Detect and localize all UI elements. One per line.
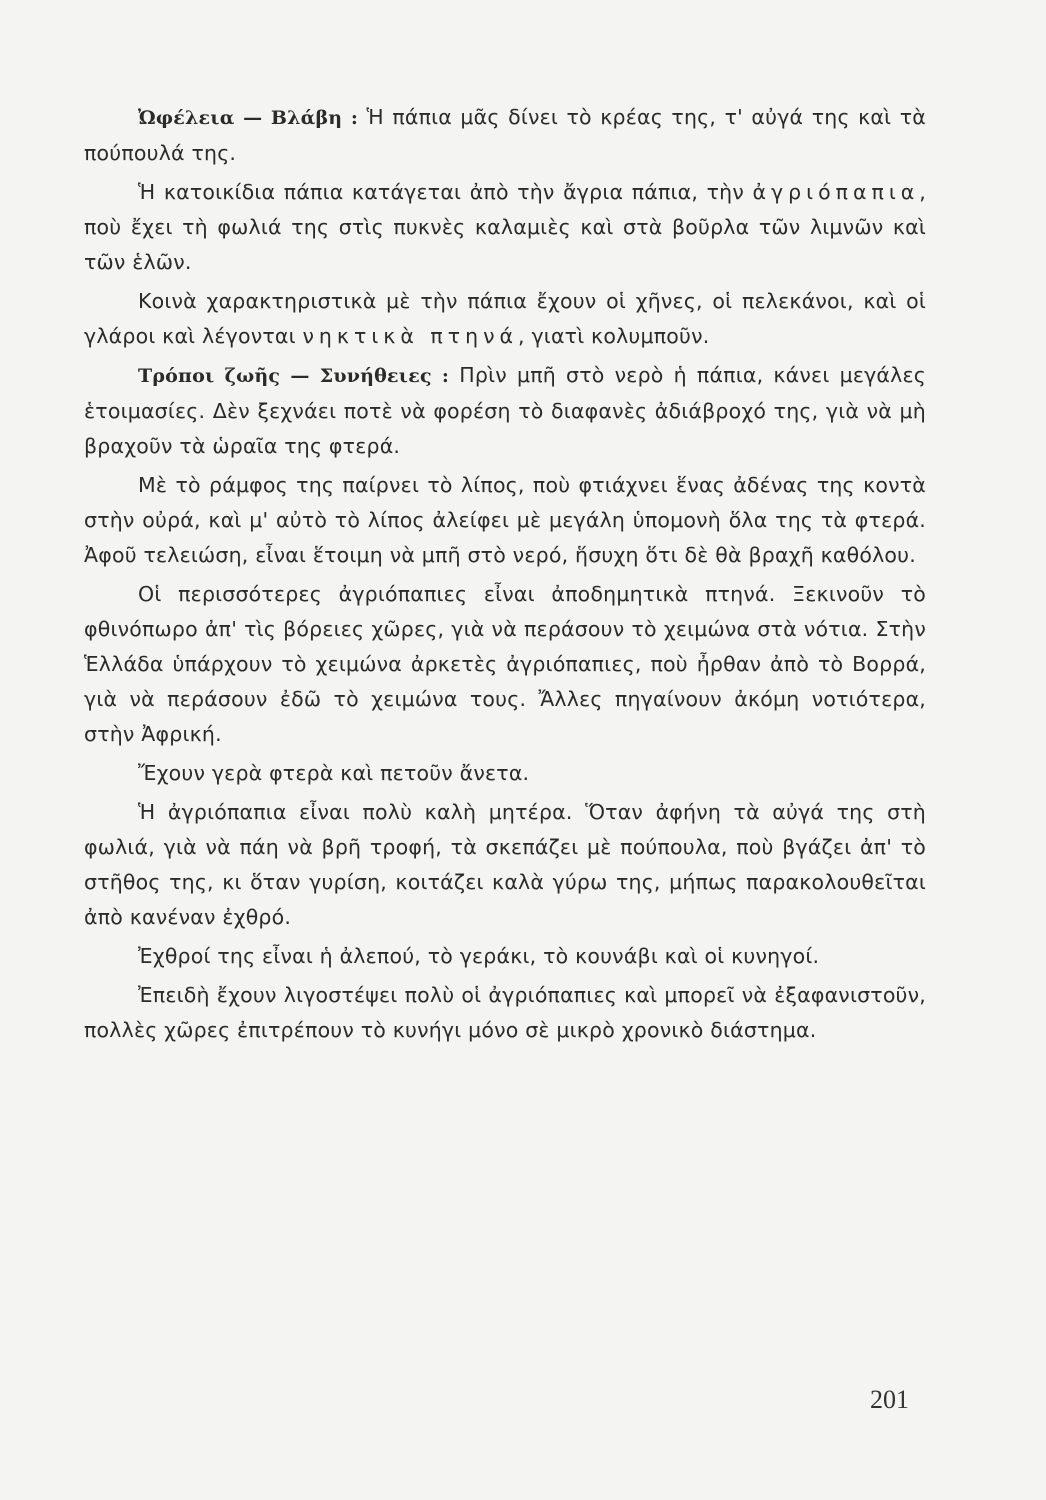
- paragraph-benefit-harm: [84, 100, 926, 171]
- paragraph-wild-duck: [84, 175, 926, 280]
- page-number: 201: [870, 1385, 909, 1414]
- paragraph-migration: Οἱ περισσότερες ἀγριόπαπιες εἶναι ἀποδημητικὰ πτηνά. Ξεκινοῦν τὸ φθινόπωρο ἀπ' τὶς βόρειες χῶρες, γιὰ νὰ περάσουν τὸ χειμώνα στὰ νότια. Στὴν Ἑλλάδα ὑπάρχουν τὸ χειμώνα ἀρκετὲς ἀγριόπαπιες, ποὺ ἦρθαν ἀπὸ τὸ Βορρά, γιὰ νὰ περάσουν ἐδῶ τὸ χειμώνα τους. Ἄλλες πηγαίνουν ἀκόμη νοτιότερα, στὴν Ἀφρική.: [84, 582, 926, 746]
- paragraph-text: Ἡ πάπια μᾶς δίνει τὸ κρέας της, τ' αὐγά της καὶ τὰ πούπουλά της.: [84, 105, 926, 165]
- paragraph-text: , γιατὶ κολυμποῦν.: [518, 324, 710, 348]
- section-heading-way-of-life: Τρόποι ζωῆς — Συνήθειες :: [138, 365, 450, 387]
- paragraph-text: Ἡ κατοικίδια πάπια κατάγεται ἀπὸ τὴν ἄγρια πάπια, τὴν: [138, 180, 753, 204]
- paragraph-hunting: Ἐπειδὴ ἔχουν λιγοστέψει πολὺ οἱ ἀγριόπαπιες καὶ μπορεῖ νὰ ἐξαφανιστοῦν, πολλὲς χῶρες ἐπιτρέπουν τὸ κυνήγι μόνο σὲ μικρὸ χρονικὸ διάστημα.: [84, 983, 926, 1042]
- spaced-term: ἀγριόπαπια: [752, 180, 920, 204]
- paragraph-wings: Ἔχουν γερὰ φτερὰ καὶ πετοῦν ἄνετα.: [138, 761, 530, 785]
- paragraph-text: Πρὶν μπῆ στὸ νερὸ ἡ πάπια, κάνει μεγάλες ἑτοιμασίες. Δὲν ξεχνάει ποτὲ νὰ φορέση τὸ διαφανὲς ἀδιάβροχό της, γιὰ νὰ μὴ βραχοῦν τὰ ὡραῖα της φτερά.: [84, 363, 926, 458]
- paragraph-text: , ποὺ ἔχει τὴ φωλιά της στὶς πυκνὲς καλαμιὲς καὶ στὰ βοῦρλα τῶν λιμνῶν καὶ τῶν ἑλῶν.: [84, 180, 926, 274]
- paragraph-oil-gland: Μὲ τὸ ράμφος της παίρνει τὸ λίπος, ποὺ φτιάχνει ἕνας ἀδένας της κοντὰ στὴν οὐρά, καὶ μ' αὐτὸ τὸ λίπος ἀλείφει μὲ μεγάλη ὑπομονὴ ὅλα της τὰ φτερά. Ἀφοῦ τελειώση, εἶναι ἕτοιμη νὰ μπῆ στὸ νερό, ἥσυχη ὅτι δὲ θὰ βραχῆ καθόλου.: [84, 473, 926, 567]
- paragraph-mother: Ἡ ἀγριόπαπια εἶναι πολὺ καλὴ μητέρα. Ὅταν ἀφήνη τὰ αὐγά της στὴ φωλιά, γιὰ νὰ πάη νὰ βρῆ τροφή, τὰ σκεπάζει μὲ πούπουλα, ποὺ βγάζει ἀπ' τὸ στῆθος της, κι ὅταν γυρίση, κοιτάζει καλὰ γύρω της, μήπως παρακολουθεῖται ἀπὸ κανέναν ἐχθρό.: [84, 800, 926, 929]
- paragraph-enemies: Ἐχθροί της εἶναι ἡ ἀλεπού, τὸ γεράκι, τὸ κουνάβι καὶ οἱ κυνηγοί.: [138, 944, 820, 968]
- page-body: [84, 100, 926, 1052]
- paragraph-swimming-birds: [84, 284, 926, 354]
- paragraph-text: Κοινὰ χαρακτηριστικὰ μὲ τὴν πάπια ἔχουν οἱ χῆνες, οἱ πελεκάνοι, καὶ οἱ γλάροι καὶ λέγονται: [84, 289, 926, 348]
- spaced-term: νηκτικὰ πτηνά: [302, 324, 519, 348]
- paragraph-way-of-life: [84, 358, 926, 464]
- section-heading-benefit-harm: Ὠφέλεια — Βλάβη :: [138, 107, 359, 129]
